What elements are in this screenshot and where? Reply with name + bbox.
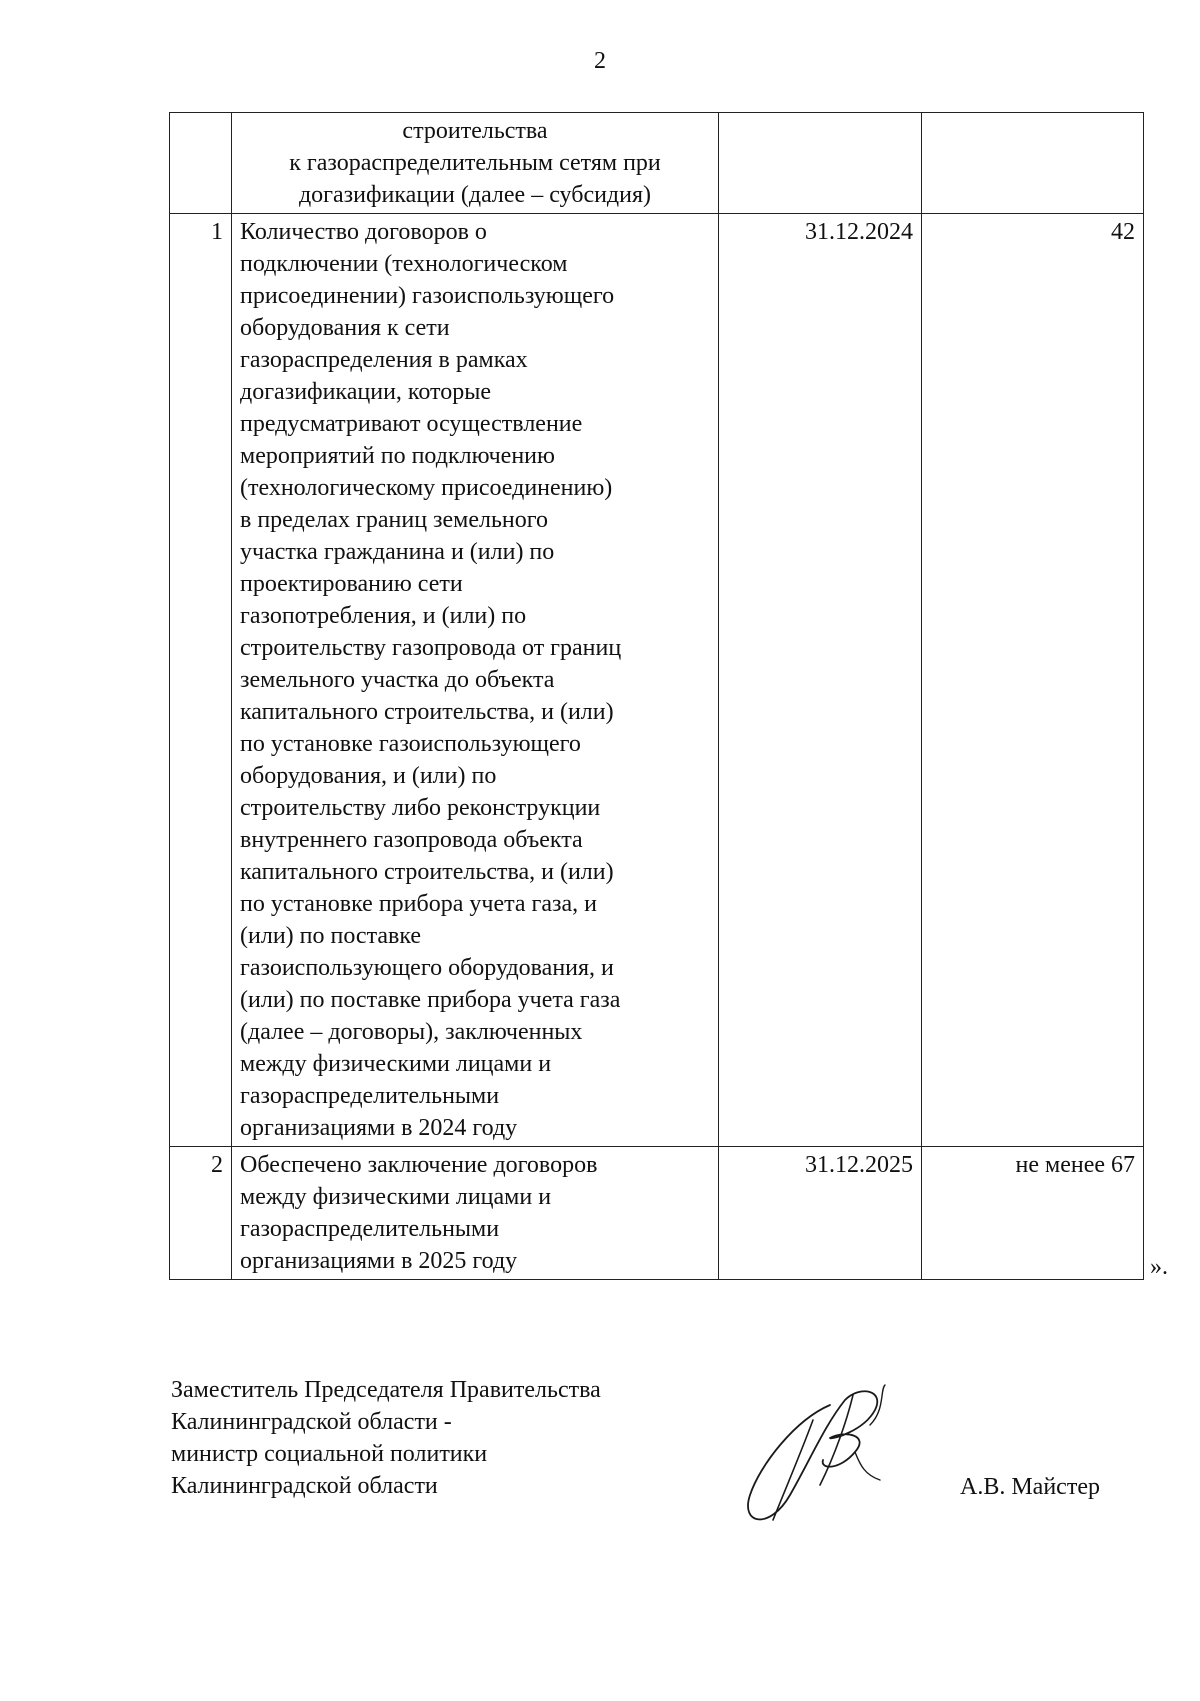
text-line: подключении (технологическом — [240, 251, 568, 277]
table-cell-value — [922, 113, 1144, 214]
text-line: по установке газоиспользующего — [240, 731, 581, 757]
text-line: (технологическому присоединению) — [240, 475, 613, 501]
text-line: участка гражданина и (или) по — [240, 539, 555, 565]
text-line: мероприятий по подключению — [240, 443, 555, 469]
table-cell-num: 2 — [170, 1147, 232, 1280]
text-line: догазификации, которые — [240, 379, 491, 405]
signature-title — [171, 1374, 601, 1502]
page-number: 2 — [594, 48, 606, 74]
text-line: к газораспределительным сетям при — [289, 150, 661, 176]
table-row-continuation — [170, 113, 1144, 214]
signature-title-line: Заместитель Председателя Правительства — [171, 1377, 601, 1403]
table-row-1 — [170, 214, 1144, 1147]
table-cell-date: 31.12.2025 — [719, 1147, 922, 1280]
signer-name: А.В. Майстер — [960, 1474, 1100, 1500]
text-line: строительства — [402, 118, 548, 144]
text-line: проектированию сети — [240, 571, 463, 597]
text-line: организациями в 2024 году — [240, 1115, 518, 1141]
text-line: газораспределительными — [240, 1083, 500, 1109]
table-cell-text — [232, 214, 719, 1147]
text-line: по установке прибора учета газа, и — [240, 891, 597, 917]
text-line: земельного участка до объекта — [240, 667, 555, 693]
indicators-table — [169, 112, 1144, 1280]
text-line: газораспределения в рамках — [240, 347, 528, 373]
table-cell-date: 31.12.2024 — [719, 214, 922, 1147]
handwritten-signature — [735, 1380, 915, 1540]
table-row-2 — [170, 1147, 1144, 1280]
text-line: (далее – договоры), заключенных — [240, 1019, 583, 1045]
text-line: газоиспользующего оборудования, и — [240, 955, 614, 981]
text-line: организациями в 2025 году — [240, 1248, 518, 1274]
text-line: (или) по поставке прибора учета газа — [240, 987, 621, 1013]
table-cell-text — [232, 113, 719, 214]
closing-quote: ». — [1150, 1254, 1168, 1280]
table-cell-value: не менее 67 — [922, 1147, 1144, 1280]
text-line: капитального строительства, и (или) — [240, 859, 614, 885]
signature-title-line: Калининградской области — [171, 1473, 438, 1499]
text-line: газораспределительными — [240, 1216, 500, 1242]
text-line: (или) по поставке — [240, 923, 422, 949]
text-line: оборудования, и (или) по — [240, 763, 497, 789]
table-cell-date — [719, 113, 922, 214]
text-line: строительству газопровода от границ — [240, 635, 622, 661]
text-line: между физическими лицами и — [240, 1051, 552, 1077]
signature-title-line: Калининградской области - — [171, 1409, 452, 1435]
table-cell-num — [170, 113, 232, 214]
table-cell-text — [232, 1147, 719, 1280]
table-cell-num: 1 — [170, 214, 232, 1147]
text-line: капитального строительства, и (или) — [240, 699, 614, 725]
text-line: строительству либо реконструкции — [240, 795, 601, 821]
text-line: оборудования к сети — [240, 315, 450, 341]
text-line: газопотребления, и (или) по — [240, 603, 527, 629]
text-line: предусматривают осуществление — [240, 411, 583, 437]
text-line: между физическими лицами и — [240, 1184, 552, 1210]
signature-title-line: министр социальной политики — [171, 1441, 488, 1467]
text-line: Количество договоров о — [240, 219, 487, 245]
text-line: в пределах границ земельного — [240, 507, 549, 533]
text-line: присоединении) газоиспользующего — [240, 283, 615, 309]
text-line: догазификации (далее – субсидия) — [298, 182, 652, 208]
table-cell-value: 42 — [922, 214, 1144, 1147]
text-line: внутреннего газопровода объекта — [240, 827, 583, 853]
text-line: Обеспечено заключение договоров — [240, 1152, 598, 1178]
